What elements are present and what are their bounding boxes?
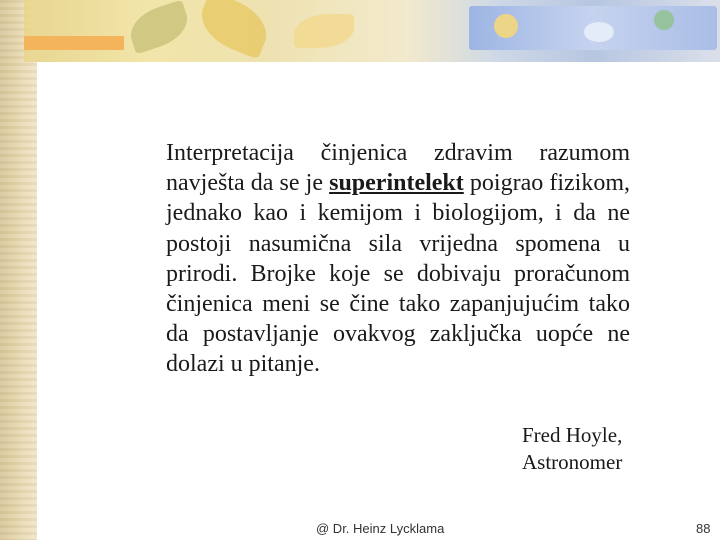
attribution-title: Astronomer [522, 450, 623, 474]
page-number: 88 [696, 521, 711, 536]
quote-part-2: poigrao fizikom, jednako kao i kemijom i biologijom, i da ne postoji nasumična sila vrijedna spomena u prirodi. Brojke koje se dobivaju proračunom činjenica meni se čine tako zapanjujućim tako da postavljanje ovakvog zaključka uopće ne dolazi u pitanje. [166, 170, 630, 378]
flower-decoration [654, 10, 674, 30]
attribution-name: Fred Hoyle, [522, 423, 623, 447]
quote-part-1: Interpretacija činjenica zdravim razumom navješta da se je [166, 140, 630, 197]
quote-text [166, 138, 630, 380]
quote-keyword: superintelekt [329, 170, 464, 197]
flower-decoration [584, 22, 614, 42]
flower-decoration [494, 14, 518, 38]
banner-orange-bar [24, 36, 124, 50]
footer-author: @ Dr. Heinz Lycklama [316, 521, 445, 536]
quote-attribution [522, 422, 682, 476]
header-banner-decoration [24, 0, 720, 62]
parchment-border-left [0, 0, 38, 540]
